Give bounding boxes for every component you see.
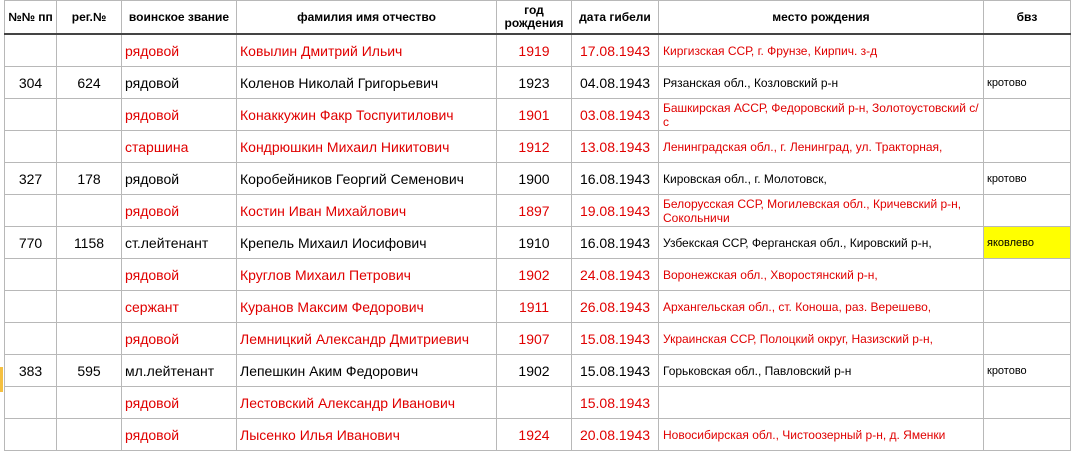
cell-name[interactable]: Лестовский Александр Иванович [237,387,497,419]
cell-bvz[interactable]: кротово [984,355,1071,387]
cell-place[interactable]: Воронежская обл., Хворостянский р-н, [659,259,984,291]
cell-num[interactable] [5,131,57,163]
cell-death[interactable]: 04.08.1943 [572,67,659,99]
table-row [5,227,1071,259]
cell-num[interactable] [5,259,57,291]
cell-rank[interactable]: рядовой [122,67,237,99]
cell-death[interactable]: 15.08.1943 [572,387,659,419]
cell-death[interactable]: 16.08.1943 [572,227,659,259]
cell-name[interactable]: Костин Иван Михайлович [237,195,497,227]
cell-death[interactable]: 15.08.1943 [572,355,659,387]
cell-num[interactable] [5,291,57,323]
cell-num[interactable]: 304 [5,67,57,99]
cell-year[interactable]: 1923 [497,67,572,99]
cell-rank[interactable]: рядовой [122,323,237,355]
cell-bvz[interactable] [984,34,1071,67]
header-name[interactable]: фамилия имя отчество [237,1,497,35]
table-row [5,195,1071,227]
cell-rank[interactable]: ст.лейтенант [122,227,237,259]
table-row [5,99,1071,131]
cell-year[interactable]: 1902 [497,355,572,387]
cell-reg[interactable] [57,34,122,67]
cell-name[interactable]: Ковылин Дмитрий Ильич [237,34,497,67]
cell-place[interactable]: Украинская ССР, Полоцкий округ, Назизский р-н, [659,323,984,355]
cell-num[interactable] [5,323,57,355]
cell-year[interactable]: 1924 [497,419,572,451]
cell-death[interactable]: 13.08.1943 [572,131,659,163]
cell-rank[interactable]: рядовой [122,387,237,419]
cell-bvz[interactable] [984,195,1071,227]
cell-bvz[interactable] [984,259,1071,291]
header-year[interactable]: год рождения [497,1,572,35]
cell-place[interactable]: Новосибирская обл., Чистоозерный р-н, д. Яменки [659,419,984,451]
cell-death[interactable]: 19.08.1943 [572,195,659,227]
cell-reg[interactable] [57,387,122,419]
cell-num[interactable] [5,387,57,419]
row-selection-marker [0,367,3,392]
cell-bvz[interactable] [984,419,1071,451]
cell-bvz[interactable]: кротово [984,163,1071,195]
cell-year[interactable]: 1912 [497,131,572,163]
cell-bvz[interactable]: яковлево [984,227,1071,259]
cell-reg[interactable]: 1158 [57,227,122,259]
cell-place[interactable]: Архангельская обл., ст. Коноша, раз. Верешево, [659,291,984,323]
cell-num[interactable] [5,99,57,131]
cell-reg[interactable] [57,259,122,291]
cell-bvz[interactable] [984,131,1071,163]
cell-name[interactable]: Конаккужин Факр Тоспуитилович [237,99,497,131]
cell-num[interactable] [5,195,57,227]
cell-reg[interactable]: 624 [57,67,122,99]
cell-name[interactable]: Коленов Николай Григорьевич [237,67,497,99]
cell-num[interactable] [5,419,57,451]
cell-rank[interactable]: рядовой [122,34,237,67]
cell-bvz[interactable] [984,323,1071,355]
cell-death[interactable]: 16.08.1943 [572,163,659,195]
cell-name[interactable]: Лысенко Илья Иванович [237,419,497,451]
cell-reg[interactable]: 595 [57,355,122,387]
cell-death[interactable]: 24.08.1943 [572,259,659,291]
cell-num[interactable]: 770 [5,227,57,259]
cell-name[interactable]: Куранов Максим Федорович [237,291,497,323]
cell-bvz[interactable] [984,99,1071,131]
table-row [5,323,1071,355]
cell-rank[interactable]: рядовой [122,163,237,195]
cell-place[interactable]: Ленинградская обл., г. Ленинград, ул. Тракторная, [659,131,984,163]
table-row [5,131,1071,163]
table-row [5,259,1071,291]
cell-year[interactable] [497,387,572,419]
cell-reg[interactable] [57,99,122,131]
table-row [5,163,1071,195]
cell-place[interactable]: Горьковская обл., Павловский р-н [659,355,984,387]
cell-rank[interactable]: сержант [122,291,237,323]
table-row [5,419,1071,451]
cell-reg[interactable] [57,291,122,323]
cell-death[interactable]: 17.08.1943 [572,34,659,67]
table-row [5,34,1071,67]
cell-death[interactable]: 15.08.1943 [572,323,659,355]
cell-bvz[interactable]: кротово [984,67,1071,99]
cell-rank[interactable]: мл.лейтенант [122,355,237,387]
cell-year[interactable]: 1900 [497,163,572,195]
cell-year[interactable]: 1897 [497,195,572,227]
cell-death[interactable]: 20.08.1943 [572,419,659,451]
cell-year[interactable]: 1919 [497,34,572,67]
cell-place[interactable]: Башкирская АССР, Федоровский р-н, Золотоустовский с/с [659,99,984,131]
cell-rank[interactable]: рядовой [122,419,237,451]
cell-reg[interactable] [57,323,122,355]
table-row [5,291,1071,323]
cell-reg[interactable] [57,419,122,451]
cell-name[interactable]: Круглов Михаил Петрович [237,259,497,291]
table-row [5,387,1071,419]
cell-place[interactable] [659,387,984,419]
cell-name[interactable]: Кондрюшкин Михаил Никитович [237,131,497,163]
cell-place[interactable]: Белорусская ССР, Могилевская обл., Кричевский р-н, Сокольничи [659,195,984,227]
cell-year[interactable]: 1911 [497,291,572,323]
cell-name[interactable]: Лепешкин Аким Федорович [237,355,497,387]
header-rank[interactable]: воинское звание [122,1,237,35]
header-death[interactable]: дата гибели [572,1,659,35]
cell-year[interactable]: 1901 [497,99,572,131]
table-row [5,67,1071,99]
cell-num[interactable]: 327 [5,163,57,195]
cell-place[interactable]: Киргизская ССР, г. Фрунзе, Кирпич. з-д [659,34,984,67]
cell-bvz[interactable] [984,387,1071,419]
cell-num[interactable]: 383 [5,355,57,387]
cell-bvz[interactable] [984,291,1071,323]
table-row [5,355,1071,387]
cell-death[interactable]: 26.08.1943 [572,291,659,323]
cell-name[interactable]: Коробейников Георгий Семенович [237,163,497,195]
cell-num[interactable] [5,34,57,67]
cell-rank[interactable]: рядовой [122,259,237,291]
cell-reg[interactable]: 178 [57,163,122,195]
header-place[interactable]: место рождения [659,1,984,35]
header-bvz[interactable]: бвз [984,1,1071,35]
cell-reg[interactable] [57,195,122,227]
cell-place[interactable]: Рязанская обл., Козловский р-н [659,67,984,99]
cell-reg[interactable] [57,131,122,163]
header-row [5,1,1071,35]
cell-name[interactable]: Лемницкий Александр Дмитриевич [237,323,497,355]
cell-place[interactable]: Узбекская ССР, Ферганская обл., Кировский р-н, [659,227,984,259]
cell-place[interactable]: Кировская обл., г. Молотовск, [659,163,984,195]
header-reg[interactable]: рег.№ [57,1,122,35]
cell-year[interactable]: 1902 [497,259,572,291]
cell-rank[interactable]: рядовой [122,195,237,227]
memorial-table [4,0,1071,451]
cell-year[interactable]: 1907 [497,323,572,355]
cell-rank[interactable]: рядовой [122,99,237,131]
cell-death[interactable]: 03.08.1943 [572,99,659,131]
cell-name[interactable]: Крепель Михаил Иосифович [237,227,497,259]
cell-rank[interactable]: старшина [122,131,237,163]
header-num[interactable]: №№ пп [5,1,57,35]
cell-year[interactable]: 1910 [497,227,572,259]
